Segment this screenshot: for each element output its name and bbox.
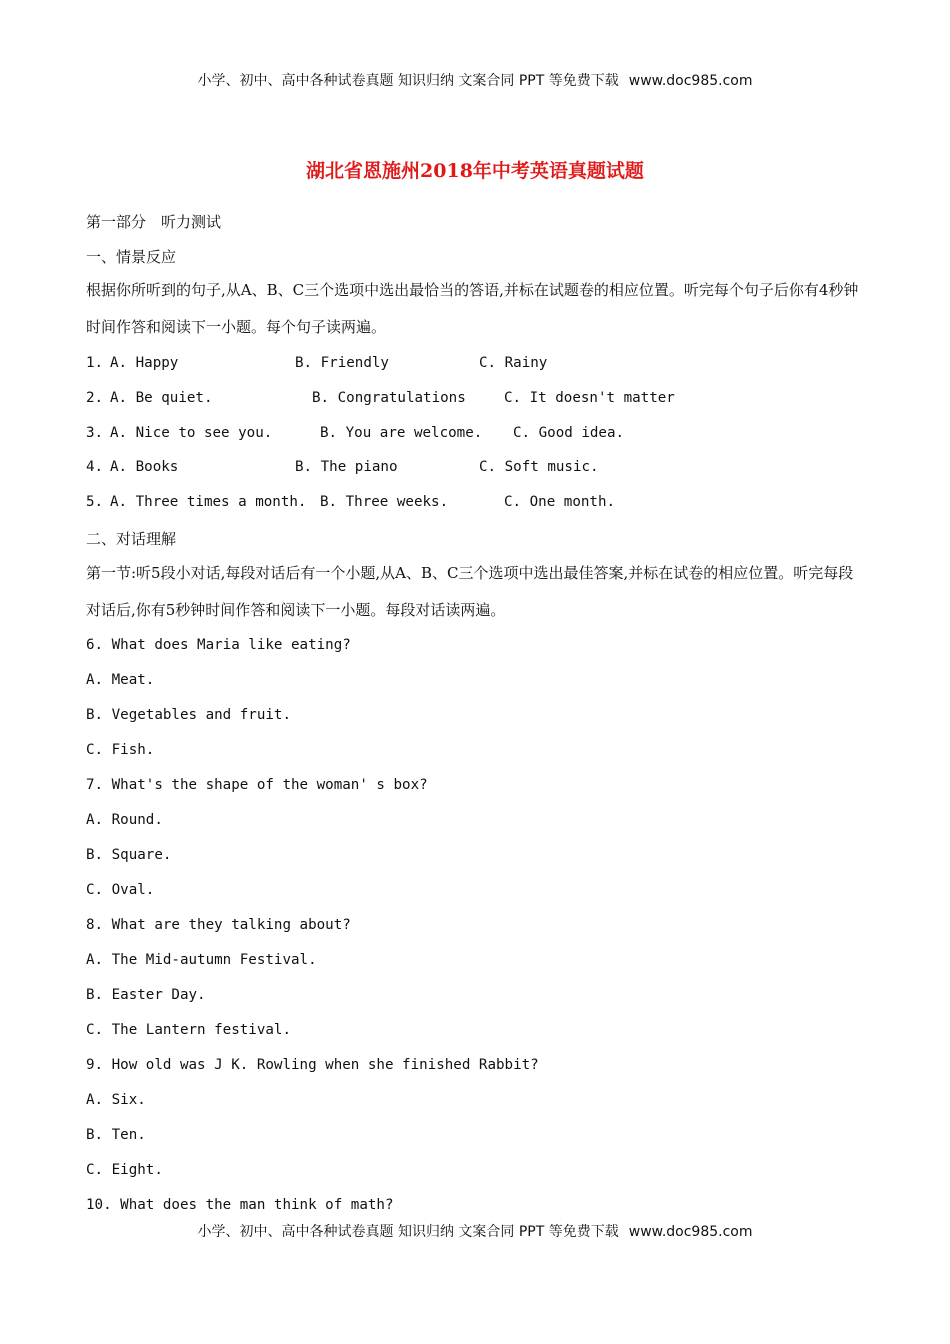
question-row-5 <box>86 494 616 510</box>
question-8: 8. What are they talking about? <box>86 917 351 933</box>
question-7-option-b: B. Square. <box>86 847 172 863</box>
question-8-option-c: C. The Lantern festival. <box>86 1022 291 1038</box>
question-7-option-a: A. Round. <box>86 812 163 828</box>
option-b: B. You are welcome. <box>320 425 483 441</box>
option-a: A. Happy <box>110 355 179 371</box>
question-8-option-b: B. Easter Day. <box>86 987 206 1003</box>
section2-heading: 二、对话理解 <box>86 530 177 548</box>
question-6-option-a: A. Meat. <box>86 672 155 688</box>
option-c: C. Good idea. <box>513 425 625 441</box>
option-b: B. Friendly <box>295 355 389 371</box>
question-number: 4. <box>86 459 104 475</box>
question-8-option-a: A. The Mid-autumn Festival. <box>86 952 317 968</box>
question-number: 2. <box>86 390 104 406</box>
page-header <box>0 70 950 90</box>
question-6: 6. What does Maria like eating? <box>86 637 351 653</box>
question-row-1 <box>86 355 548 371</box>
page-footer <box>0 1221 950 1241</box>
question-row-3 <box>86 425 625 441</box>
section1-instruction: 根据你所听到的句子,从A、B、C三个选项中选出最恰当的答语,并标在试题卷的相应位置。听完每个句子后你有4秒钟时间作答和阅读下一小题。每个句子读两遍。 <box>86 281 859 336</box>
option-a: A. Books <box>110 459 179 475</box>
question-9-option-b: B. Ten. <box>86 1127 146 1143</box>
question-number: 1. <box>86 355 104 371</box>
header-url[interactable]: www.doc985.com <box>628 73 753 89</box>
header-text: 小学、初中、高中各种试卷真题 知识归纳 文案合同 PPT 等免费下载 <box>197 73 619 89</box>
question-number: 5. <box>86 494 104 510</box>
option-b: B. Three weeks. <box>320 494 449 510</box>
option-a: A. Three times a month. <box>110 494 307 510</box>
option-a: A. Nice to see you. <box>110 425 273 441</box>
section1-heading: 一、情景反应 <box>86 248 177 266</box>
footer-url[interactable]: www.doc985.com <box>628 1224 753 1240</box>
part-heading: 第一部分 听力测试 <box>86 213 222 231</box>
section2-instruction: 第一节:听5段小对话,每段对话后有一个小题,从A、B、C三个选项中选出最佳答案,并标在试卷的相应位置。听完每段对话后,你有5秒钟时间作答和阅读下一小题。每段对话读两遍。 <box>86 564 854 619</box>
question-9: 9. How old was J K. Rowling when she finished Rabbit? <box>86 1057 539 1073</box>
question-7-option-c: C. Oval. <box>86 882 155 898</box>
question-row-2 <box>86 390 675 406</box>
question-6-option-b: B. Vegetables and fruit. <box>86 707 291 723</box>
option-c: C. Soft music. <box>479 459 599 475</box>
footer-text: 小学、初中、高中各种试卷真题 知识归纳 文案合同 PPT 等免费下载 <box>197 1224 619 1240</box>
question-9-option-a: A. Six. <box>86 1092 146 1108</box>
option-c: C. One month. <box>504 494 616 510</box>
question-row-4 <box>86 459 599 475</box>
option-c: C. Rainy <box>479 355 548 371</box>
option-b: B. The piano <box>295 459 398 475</box>
question-10: 10. What does the man think of math? <box>86 1197 394 1213</box>
option-c: C. It doesn't matter <box>504 390 675 406</box>
question-7: 7. What's the shape of the woman' s box? <box>86 777 428 793</box>
option-a: A. Be quiet. <box>110 390 213 406</box>
option-b: B. Congratulations <box>312 390 466 406</box>
document-title: 湖北省恩施州2018年中考英语真题试题 <box>306 160 644 182</box>
question-9-option-c: C. Eight. <box>86 1162 163 1178</box>
question-number: 3. <box>86 425 104 441</box>
question-6-option-c: C. Fish. <box>86 742 155 758</box>
